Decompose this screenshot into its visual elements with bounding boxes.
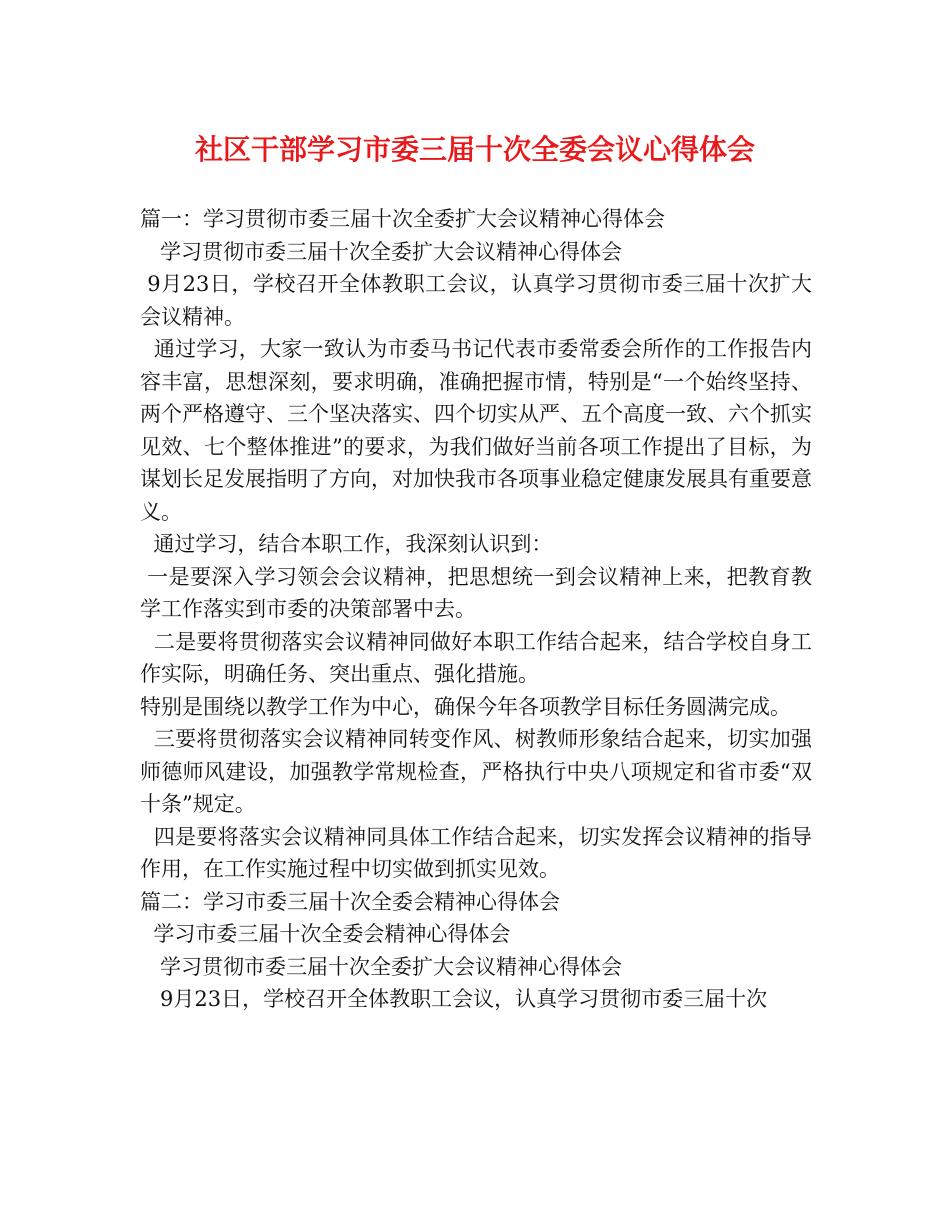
subheading: 学习市委三届十次全委会精神心得体会 [140,922,511,946]
paragraph: 通过学习，大家一致认为市委马书记代表市委常委会所作的工作报告内容丰富，思想深刻，要求明确，准确把握市情，特别是“一个始终坚持、两个严格遵守、三个坚决落实、四个切实从严、五个高度一致、六个抓实见效、七个整体推进”的要求，为我们做好当前各项工作提出了目标，为谋划长足发展指明了方向，对加快我市各项事业稳定健康发展具有重要意义。 [140,337,812,524]
document-body [140,203,812,1016]
subheading: 学习贯彻市委三届十次全委扩大会议精神心得体会 [140,954,623,979]
section-heading-1: 篇一：学习贯彻市委三届十次全委扩大会议精神心得体会 [140,207,665,231]
paragraph: 9月23日，学校召开全体教职工会议，认真学习贯彻市委三届十次 [140,987,768,1011]
paragraph: 9月23日，学校召开全体教职工会议，认真学习贯彻市委三届十次扩大会议精神。 [140,272,812,329]
paragraph: 三要将贯彻落实会议精神同转变作风、树教师形象结合起来，切实加强师德师风建设，加强教学常规检查，严格执行中央八项规定和省市委“双十条”规定。 [140,727,812,816]
paragraph: 特别是围绕以教学工作为中心，确保今年各项教学目标任务圆满完成。 [140,694,791,719]
paragraph: 一是要深入学习领会会议精神，把思想统一到会议精神上来，把教育教学工作落实到市委的决策部署中去。 [140,564,812,621]
document-title: 社区干部学习市委三届十次全委会议心得体会 [194,133,755,166]
paragraph: 通过学习，结合本职工作，我深刻认识到： [140,532,553,556]
section-heading-2: 篇二：学习市委三届十次全委会精神心得体会 [140,889,560,914]
subheading: 学习贯彻市委三届十次全委扩大会议精神心得体会 [140,239,623,264]
paragraph: 四是要将落实会议精神同具体工作结合起来，切实发挥会议精神的指导作用，在工作实施过程中切实做到抓实见效。 [140,824,812,881]
paragraph: 二是要将贯彻落实会议精神同做好本职工作结合起来，结合学校自身工作实际，明确任务、突出重点、强化措施。 [140,629,812,686]
